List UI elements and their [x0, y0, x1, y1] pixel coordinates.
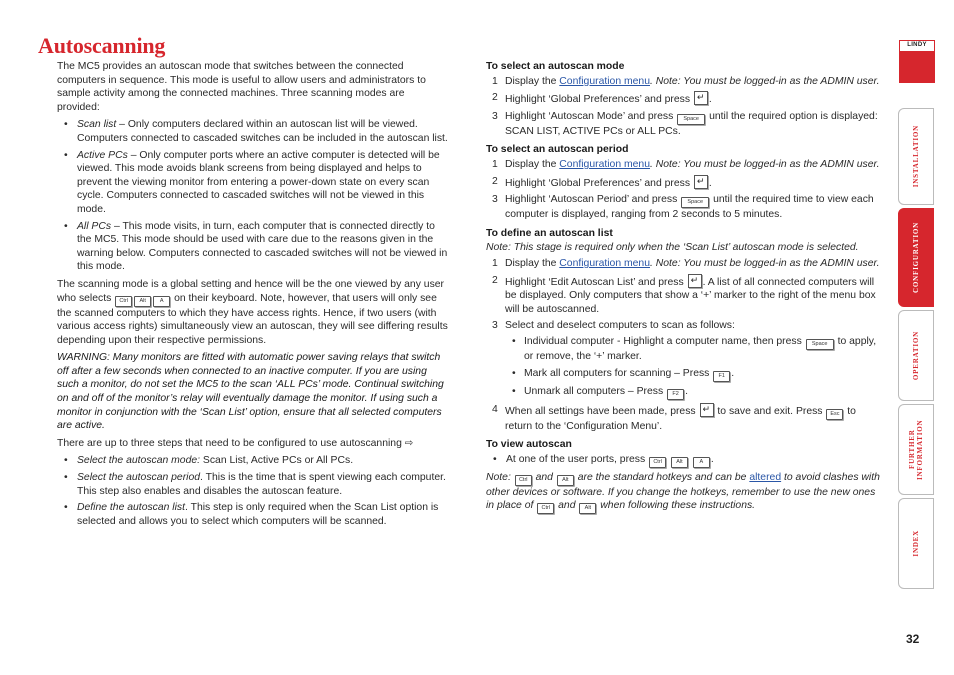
- config-steps-list: [57, 454, 449, 528]
- list-item: • Select the autoscan period. This is the time that is spent viewing each computer. This step also enables and disables the autoscan feature.: [57, 471, 449, 498]
- list-item: • Unmark all computers – Press F2 .: [505, 385, 880, 400]
- ctrl-key-icon: Ctrl: [649, 457, 666, 468]
- list-steps: [486, 257, 880, 433]
- lindy-logo: LINDY: [899, 40, 935, 83]
- tab-further-information[interactable]: FURTHER INFORMATION: [898, 404, 934, 495]
- selection-options: [505, 335, 880, 400]
- list-item: 2 Highlight ‘Edit Autoscan List’ and press ↵ . A list of all connected computers will be displayed. Only computers that show a ‘+’ marker to the right of the menu box will be autoscanned.: [486, 274, 880, 317]
- right-column: [486, 60, 880, 518]
- list-item: • Define the autoscan list. This step is only required when the Scan List option is selected and allows you to select which computers will be scanned.: [57, 501, 449, 528]
- altered-link[interactable]: altered: [749, 471, 782, 483]
- mode-heading: To select an autoscan mode: [486, 61, 625, 72]
- view-heading: To view autoscan: [486, 439, 572, 451]
- enter-key-icon: [694, 175, 708, 189]
- esc-key-icon: Esc: [826, 409, 843, 420]
- global-setting-paragraph: The scanning mode is a global setting and hence will be the one viewed by any user who selects Ctrl Alt A on their keyboard. Note, however, that users will only see the scanned computers to which they have access rights. Hence, if two users (with various access rights) simultaneously view an autoscan, they will see differing results depending upon their respective permissions.: [57, 278, 448, 346]
- list-item: 2 Highlight ‘Global Preferences’ and press ↵ .: [486, 91, 880, 107]
- intro-paragraph: The MC5 provides an autoscan mode that switches between the connected computers in sequence. This mode is useful to allow users and administrators to sample activity among the connected machines. Three scanning modes are provided:: [57, 61, 426, 113]
- list-item: 1 Display the Configuration menu. Note: You must be logged-in as the ADMIN user.: [492, 158, 880, 170]
- alt-key-icon: Alt: [557, 475, 574, 486]
- warning-paragraph: WARNING: Many monitors are fitted with automatic power saving relays that switch off after a few seconds when connected to an inactive computer. If you are using such a monitor, do not set the MC5 to the scan ‘ALL PCs’ mode. Continual switching on and off of the monitor’s relay will eventually damage the monitor. If using such a monitor in conjunction with the ‘Scan List’ option, ensure that all selected computers are active.: [57, 352, 444, 432]
- alt-key-icon: Alt: [671, 457, 688, 468]
- f1-key-icon: F1: [713, 371, 730, 382]
- list-item: 1 Display the Configuration menu. Note: You must be logged-in as the ADMIN user.: [492, 257, 880, 269]
- list-item: • Select the autoscan mode: Scan List, Active PCs or All PCs.: [57, 454, 449, 468]
- enter-key-icon: [700, 403, 714, 417]
- page-title: Autoscanning: [38, 33, 166, 58]
- period-heading: To select an autoscan period: [486, 144, 629, 156]
- list-heading: To define an autoscan list: [486, 227, 613, 239]
- space-key-icon: Space: [681, 197, 709, 208]
- tab-index[interactable]: INDEX: [898, 498, 934, 589]
- period-steps: [486, 158, 880, 222]
- steps-intro: There are up to three steps that need to be configured to use autoscanning ⇨: [57, 437, 414, 449]
- view-steps: [486, 453, 880, 468]
- list-note: Note: This stage is required only when the ‘Scan List’ autoscan mode is selected.: [486, 242, 859, 254]
- hotkey-note: Note: Ctrl and Alt are the standard hotkeys and can be altered to avoid clashes with other devices or software. If you change the hotkeys, remember to use the new ones in place of Ctrl and Alt when following these instructions.: [486, 471, 880, 515]
- list-item: • Scan list – Only computers declared within an autoscan list will be viewed. Computers connected to cascaded switches can be included in the autoscan list.: [57, 118, 449, 145]
- list-item: 3 Select and deselect computers to scan as follows: • Individual computer - Highlight a computer name, then press Space to apply, or remove, the ‘+’ marker. • Mark all computers for scanning – Press F1 . • Unmark all computers – Press F2 .: [486, 319, 880, 399]
- list-item: 2 Highlight ‘Global Preferences’ and press ↵ .: [486, 175, 880, 191]
- list-item: 1 Display the Configuration menu. Note: You must be logged-in as the ADMIN user.: [492, 75, 880, 87]
- list-item: 3 Highlight ‘Autoscan Mode’ and press Space until the required option is displayed: SCAN LIST, ACTIVE PCs or ALL PCs.: [492, 110, 878, 137]
- ctrl-key-icon: Ctrl: [537, 503, 554, 514]
- list-item: • All PCs – This mode visits, in turn, each computer that is connected directly to the MC5. This mode should be used with care due to the reasons given in the warning below. Computers connected to cascaded switches will not be viewed in this mode.: [57, 220, 449, 274]
- f2-key-icon: F2: [667, 389, 684, 400]
- configuration-menu-link[interactable]: Configuration menu: [559, 257, 650, 269]
- tab-operation[interactable]: OPERATION: [898, 310, 934, 401]
- tab-installation[interactable]: INSTALLATION: [898, 108, 934, 205]
- scan-modes-list: [57, 118, 449, 274]
- list-item: 4 When all settings have been made, press ↵ to save and exit. Press Esc to return to the ‘Configuration Menu’.: [486, 403, 880, 434]
- list-item: • At one of the user ports, press Ctrl Alt A .: [486, 453, 880, 468]
- configuration-menu-link[interactable]: Configuration menu: [559, 158, 650, 170]
- page-number: 32: [906, 632, 920, 646]
- enter-key-icon: [688, 274, 702, 288]
- alt-key-icon: Alt: [579, 503, 596, 514]
- ctrl-key-icon: Ctrl: [115, 296, 132, 307]
- alt-key-icon: Alt: [134, 296, 151, 307]
- arrow-right-icon: ⇨: [404, 437, 414, 449]
- left-column: [57, 60, 449, 532]
- ctrl-key-icon: Ctrl: [515, 475, 532, 486]
- list-item: • Individual computer - Highlight a computer name, then press Space to apply, or remove, the ‘+’ marker.: [505, 335, 880, 364]
- list-item: • Active PCs – Only computer ports where an active computer is detected will be viewed. This mode avoids blank screens from being displayed and helps to prevent the viewing monitor from entering a power-down state on every scan cycle. Computers connected to cascaded switches will not be viewed in this mode.: [57, 149, 449, 217]
- configuration-menu-link[interactable]: Configuration menu: [559, 75, 650, 87]
- a-key-icon: A: [153, 296, 170, 307]
- a-key-icon: A: [693, 457, 710, 468]
- enter-key-icon: [694, 91, 708, 105]
- tab-configuration[interactable]: CONFIGURATION: [898, 208, 934, 307]
- space-key-icon: Space: [806, 339, 834, 350]
- list-item: • Mark all computers for scanning – Press F1 .: [505, 367, 880, 382]
- mode-steps: [486, 75, 880, 139]
- list-item: 3 Highlight ‘Autoscan Period’ and press Space until the required time to view each computer is displayed, ranging from 2 seconds to 5 minutes.: [492, 194, 874, 221]
- space-key-icon: Space: [677, 114, 705, 125]
